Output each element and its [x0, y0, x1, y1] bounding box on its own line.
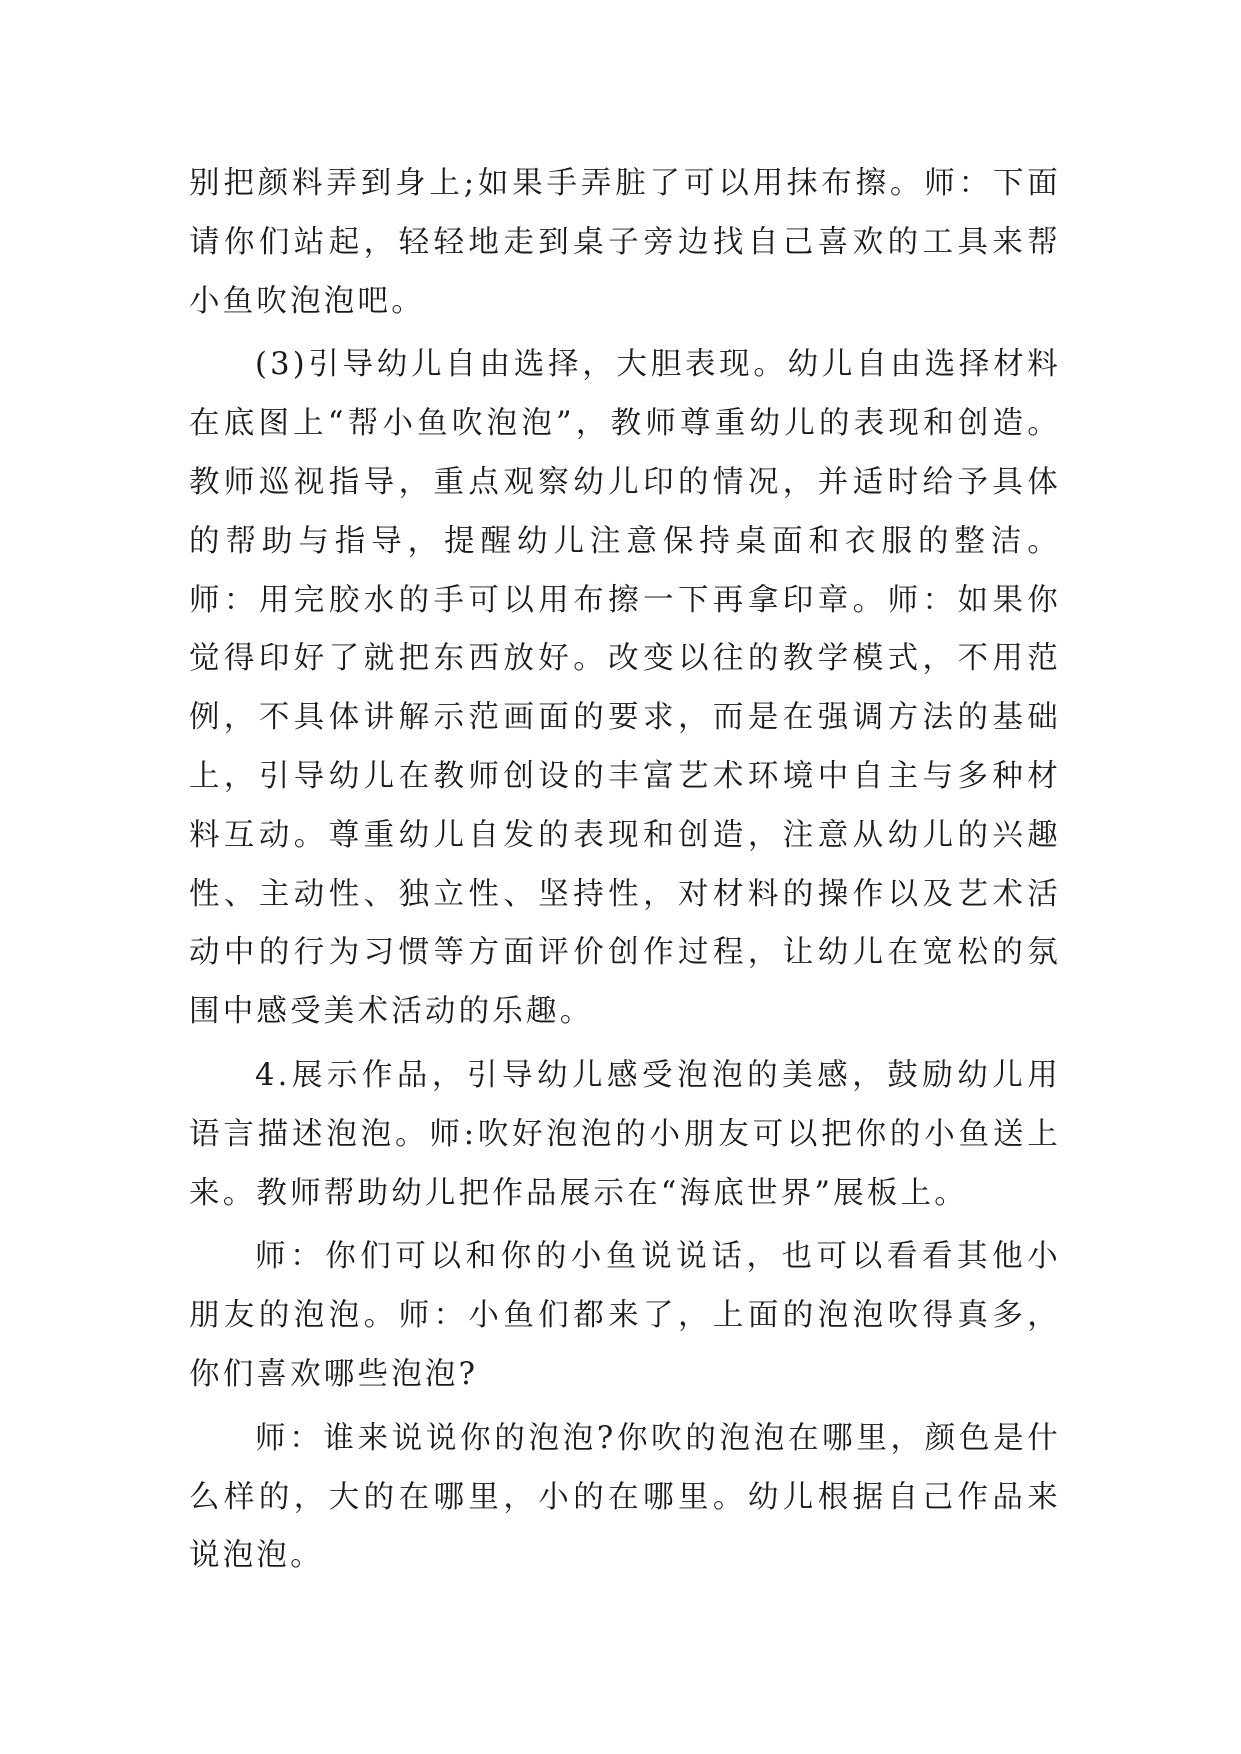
paragraph-step-3: (3)引导幼儿自由选择，大胆表现。幼儿自由选择材料在底图上“帮小鱼吹泡泡”，教师尊重幼儿的表现和创造。教师巡视指导，重点观察幼儿印的情况，并适时给予具体的帮助与指导，提醒幼儿注意保持桌面和衣服的整洁。师：用完胶水的手可以用布擦一下再拿印章。师：如果你觉得印好了就把东西放好。改变以往的教学模式，不用范例，不具体讲解示范画面的要求，而是在强调方法的基础上，引导幼儿在教师创设的丰富艺术环境中自主与多种材料互动。尊重幼儿自发的表现和创造，注意从幼儿的兴趣性、主动性、独立性、坚持性，对材料的操作以及艺术活动中的行为习惯等方面评价创作过程，让幼儿在宽松的氛围中感受美术活动的乐趣。 — [189, 347, 1061, 1030]
paragraph-teacher-dialogue-2: 师：谁来说说你的泡泡?你吹的泡泡在哪里，颜色是什么样的，大的在哪里，小的在哪里。幼儿根据自己作品来说泡泡。 — [189, 1420, 1061, 1574]
paragraph-continued: 别把颜料弄到身上;如果手弄脏了可以用抹布擦。师：下面请你们站起，轻轻地走到桌子旁边找自己喜欢的工具来帮小鱼吹泡泡吧。 — [189, 166, 1061, 319]
paragraph-teacher-dialogue-1: 师：你们可以和你的小鱼说说话，也可以看看其他小朋友的泡泡。师：小鱼们都来了，上面的泡泡吹得真多，你们喜欢哪些泡泡? — [189, 1239, 1061, 1392]
document-page — [189, 155, 1061, 1591]
paragraph-step-4: 4.展示作品，引导幼儿感受泡泡的美感，鼓励幼儿用语言描述泡泡。师:吹好泡泡的小朋友可以把你的小鱼送上来。教师帮助幼儿把作品展示在“海底世界”展板上。 — [189, 1057, 1061, 1211]
